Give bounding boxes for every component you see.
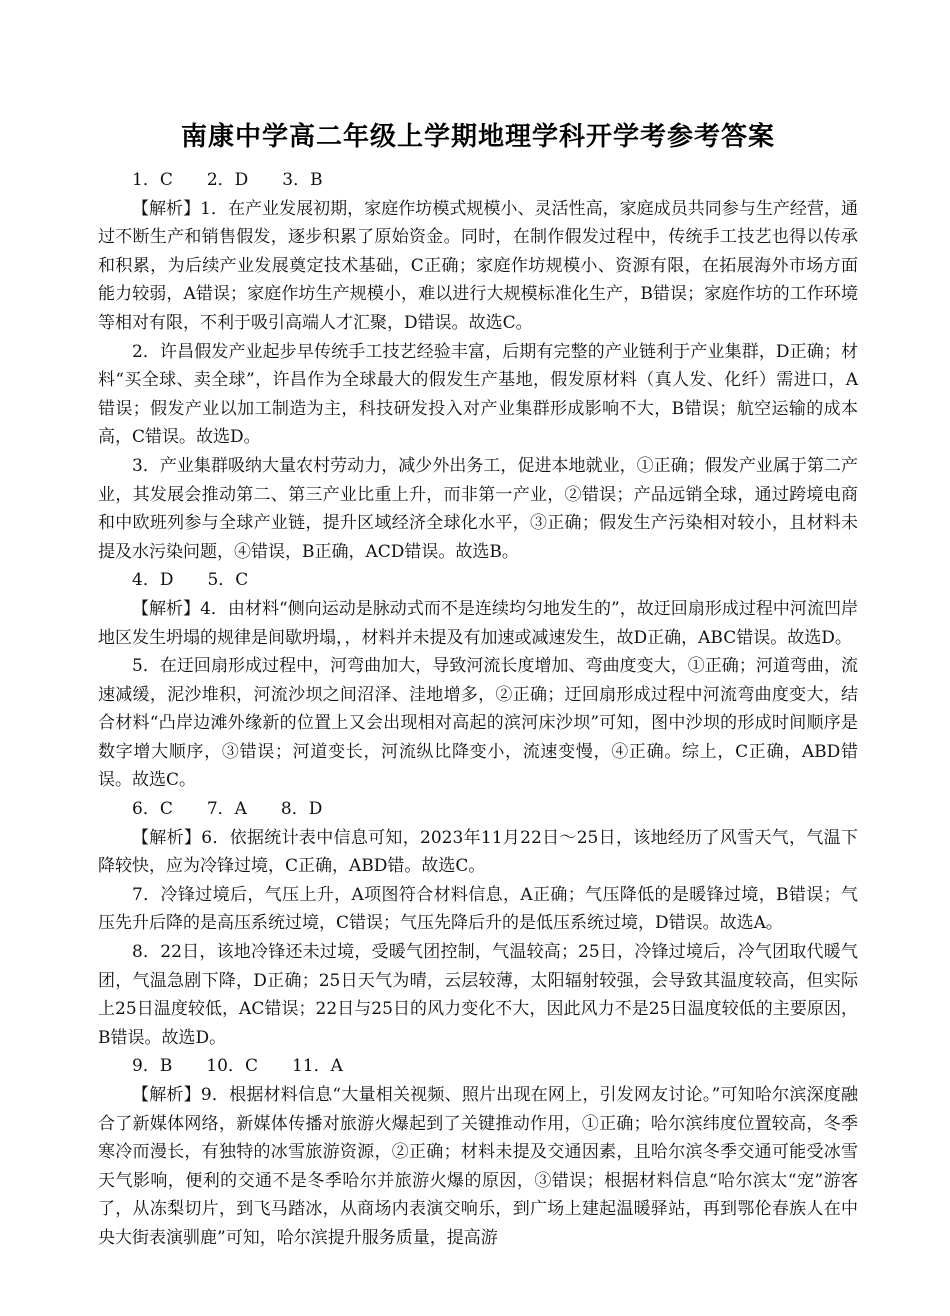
answer-key-line: 4．D 5．C <box>132 570 249 591</box>
explanation-paragraph: 5．在迂回扇形成过程中，河弯曲加大，导致河流长度增加、弯曲度变大，①正确；河道弯曲，流速减缓，泥沙堆积，河流沙坝之间沼泽、洼地增多，②正确；迂回扇形成过程中河流弯曲度变大，结合材料“凸岸边滩外缘新的位置上又会出现相对高起的滨河床沙坝”可知，图中沙坝的形成时间顺序是数字增大顺序，③错误；河道变长，河流纵比降变小，流速变慢，④正确。综上，C正确，ABD错误。故选C。 <box>98 656 858 791</box>
answer-key-line: 9．B 10．C 11．A <box>132 1056 343 1077</box>
answer-key-line: 6．C 7．A 8．D <box>132 799 323 820</box>
explanation-paragraph: 3．产业集群吸纳大量农村劳动力，减少外出务工，促进本地就业，①正确；假发产业属于第二产业，其发展会推动第二、第三产业比重上升，而非第一产业，②错误；产品远销全球，通过跨境电商和中欧班列参与全球产业链，提升区域经济全球化水平，③正确；假发生产污染相对较小，且材料未提及水污染问题，④错误，B正确，ACD错误。故选B。 <box>98 455 858 562</box>
explanation-paragraph: 【解析】1．在产业发展初期，家庭作坊模式规模小、灵活性高，家庭成员共同参与生产经营，通过不断生产和销售假发，逐步积累了原始资金。同时，在制作假发过程中，传统手工技艺也得以传承和积累，为后续产业发展奠定技术基础，C正确；家庭作坊规模小、资源有限，在拓展海外市场方面能力较弱，A错误；家庭作坊生产规模小，难以进行大规模标准化生产，B错误；家庭作坊的工作环境等相对有限，不利于吸引高端人才汇聚，D错误。故选C。 <box>98 198 858 333</box>
explanation-paragraph: 7．冷锋过境后，气压上升，A项图符合材料信息，A正确；气压降低的是暖锋过境，B错误；气压先升后降的是高压系统过境，C错误；气压先降后升的是低压系统过境，D错误。故选A。 <box>98 884 858 934</box>
explanation-paragraph: 【解析】4．由材料“侧向运动是脉动式而不是连续均匀地发生的”，故迂回扇形成过程中河流凹岸地区发生坍塌的规律是间歇坍塌，，材料并未提及有加速或减速发生，故D正确，ABC错误。故选D。 <box>98 598 858 648</box>
explanation-paragraph: 【解析】6．依据统计表中信息可知，2023年11月22日～25日，该地经历了风雪天气，气温下降较快，应为冷锋过境，C正确，ABD错。故选C。 <box>98 827 858 877</box>
answer-key-line: 1．C 2．D 3．B <box>132 170 323 190</box>
page-title: 南康中学高二年级上学期地理学科开学考参考答案 <box>180 122 775 152</box>
answer-body <box>98 166 858 1253</box>
explanation-paragraph: 2．许昌假发产业起步早传统手工技艺经验丰富，后期有完整的产业链利于产业集群，D正确；材料“买全球、卖全球”，许昌作为全球最大的假发生产基地，假发原材料（真人发、化纤）需进口，A错误；假发产业以加工制造为主，科技研发投入对产业集群形成影响不大，B错误；航空运输的成本高，C错误。故选D。 <box>98 341 858 448</box>
explanation-paragraph: 【解析】9．根据材料信息“大量相关视频、照片出现在网上，引发网友讨论。”可知哈尔滨深度融合了新媒体网络，新媒体传播对旅游火爆起到了关键推动作用，①正确；哈尔滨纬度位置较高，冬季寒冷而漫长，有独特的冰雪旅游资源，②正确；材料未提及交通因素，且哈尔滨冬季交通可能受冰雪天气影响，便利的交通不是冬季哈尔并旅游火爆的原因，③错误；根据材料信息“哈尔滨太“宠”游客了，从冻梨切片，到飞马踏冰，从商场内表演交响乐，到广场上建起温暖驿站，再到鄂伦春族人在中央大街表演驯鹿”可知，哈尔滨提升服务质量，提高游 <box>98 1085 858 1248</box>
explanation-paragraph: 8．22日，该地冷锋还未过境，受暖气团控制，气温较高；25日，冷锋过境后，冷气团取代暖气团，气温急剧下降，D正确；25日天气为晴，云层较薄，太阳辐射较强，会导致其温度较高，但实际上25日温度较低，AC错误；22日与25日的风力变化不大，因此风力不是25日温度较低的主要原因，B错误。故选D。 <box>98 942 858 1048</box>
